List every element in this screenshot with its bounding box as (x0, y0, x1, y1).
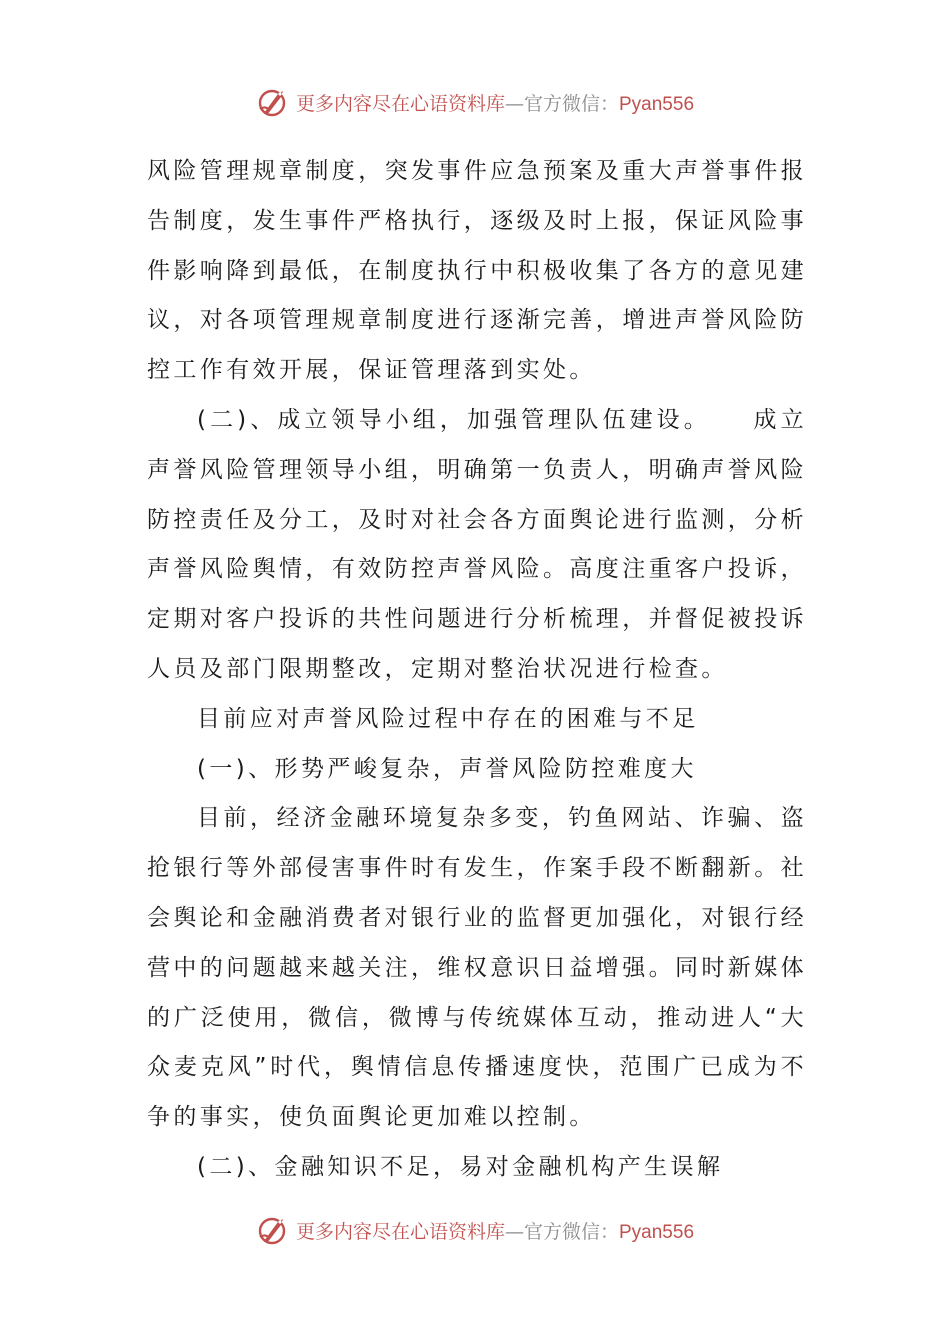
header-wechat-id: Pyan556 (619, 93, 695, 115)
pen-nib-logo-icon (256, 1213, 290, 1247)
paragraph-4: (一)、形势严峻复杂，声誉风险防控难度大 (197, 755, 697, 782)
footer-site-name: 更多内容尽在心语资料库 (295, 1220, 505, 1243)
paragraph-3: 目前应对声誉风险过程中存在的困难与不足 (197, 705, 699, 732)
footer-banner-text (296, 1217, 694, 1244)
header-banner-inner (256, 85, 694, 119)
footer-wechat-label: 官方微信： (523, 1220, 619, 1243)
footer-wechat-id: Pyan556 (619, 1221, 695, 1243)
header-banner-text (296, 89, 694, 116)
pen-nib-logo-icon (256, 85, 290, 119)
footer-banner-inner (256, 1213, 694, 1247)
paragraph-6: (二)、金融知识不足，易对金融机构产生误解 (197, 1153, 724, 1180)
paragraph-1: 风险管理规章制度，突发事件应急预案及重大声誉事件报告制度，发生事件严格执行，逐级及时上报，保证风险事件影响降到最低，在制度执行中积极收集了各方的意见建议，对各项管理规章制度进行逐渐完善，增进声誉风险防控工作有效开展，保证管理落到实处。 (147, 158, 807, 384)
footer-dash: — (504, 1220, 524, 1243)
paragraph-2: (二)、成立领导小组，加强管理队伍建设。 成立声誉风险管理领导小组，明确第一负责人，明确声誉风险防控责任及分工，及时对社会各方面舆论进行监测，分析声誉风险舆情，有效防控声誉风险。高度注重客户投诉，定期对客户投诉的共性问题进行分析梳理，并督促被投诉人员及部门限期整改，定期对整治状况进行检查。 (147, 406, 807, 682)
footer-banner (0, 1210, 950, 1250)
header-wechat-label: 官方微信： (523, 92, 619, 115)
document-body (147, 147, 807, 1193)
header-banner (0, 82, 950, 122)
header-dash: — (504, 92, 524, 115)
paragraph-5: 目前，经济金融环境复杂多变，钓鱼网站、诈骗、盗抢银行等外部侵害事件时有发生，作案手段不断翻新。社会舆论和金融消费者对银行业的监督更加强化，对银行经营中的问题越来越关注，维权意识日益增强。同时新媒体的广泛使用，微信，微博与传统媒体互动，推动进人“大众麦克风”时代，舆情信息传播速度快，范围广已成为不争的事实，使负面舆论更加难以控制。 (147, 805, 807, 1131)
header-site-name: 更多内容尽在心语资料库 (295, 92, 505, 115)
